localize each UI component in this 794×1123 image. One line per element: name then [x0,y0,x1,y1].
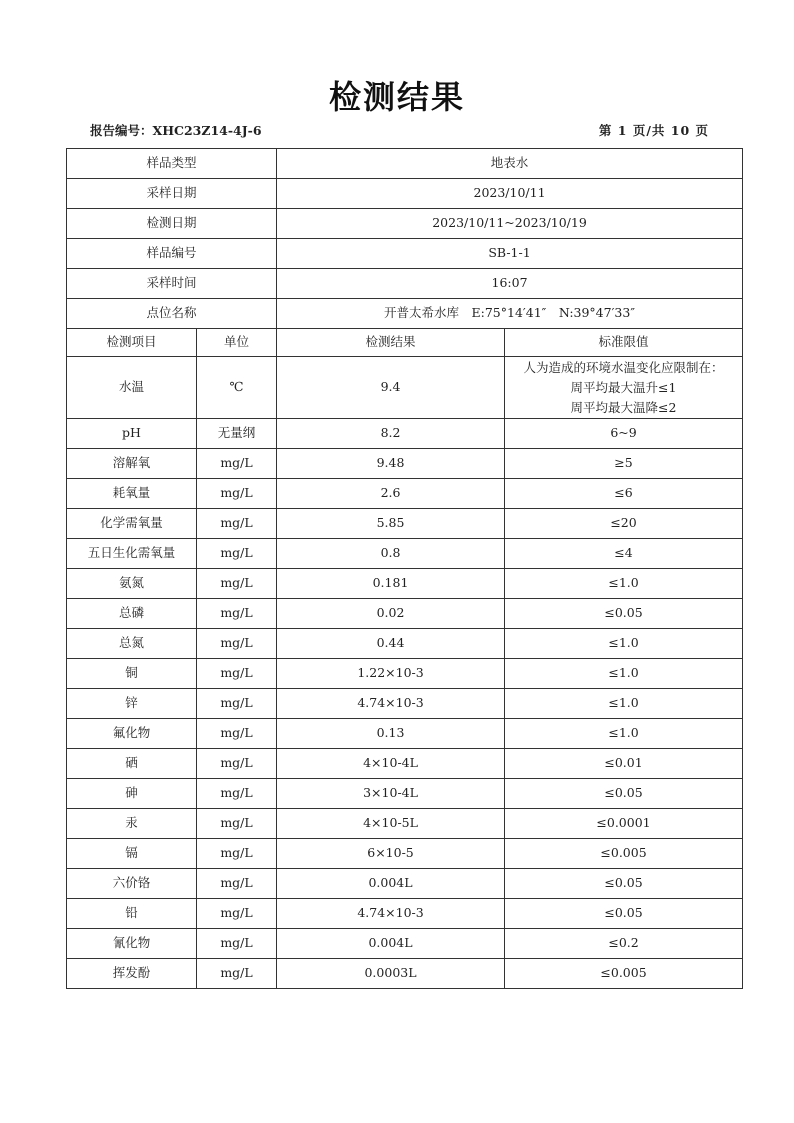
info-label: 样品类型 [67,149,277,179]
water-temp-standard-line: 周平均最大温升≤1 [570,379,677,395]
param-unit: mg/L [197,659,277,689]
param-item: 挥发酚 [67,959,197,989]
info-value: 2023/10/11~2023/10/19 [277,209,743,239]
table-row [67,599,743,629]
param-unit: mg/L [197,749,277,779]
param-item: 砷 [67,779,197,809]
header-result: 检测结果 [277,329,505,357]
param-standard: ≤1.0 [505,719,743,749]
param-item: 铜 [67,659,197,689]
param-result: 0.02 [277,599,505,629]
param-item: 总磷 [67,599,197,629]
param-result: 1.22×10-3 [277,659,505,689]
param-result: 0.8 [277,539,505,569]
param-unit: mg/L [197,449,277,479]
water-temp-item: 水温 [67,357,197,419]
table-row [67,449,743,479]
param-unit: mg/L [197,539,277,569]
param-item: 总氮 [67,629,197,659]
table-row [67,839,743,869]
info-label: 采样日期 [67,179,277,209]
results-table [66,148,743,989]
header-item: 检测项目 [67,329,197,357]
param-standard: ≤0.2 [505,929,743,959]
param-item: 氨氮 [67,569,197,599]
param-result: 0.181 [277,569,505,599]
param-unit: mg/L [197,899,277,929]
table-row [67,959,743,989]
param-unit: 无量纲 [197,419,277,449]
param-standard: ≤6 [505,479,743,509]
info-label: 采样时间 [67,269,277,299]
param-standard: ≤1.0 [505,629,743,659]
param-standard: ≤0.05 [505,599,743,629]
param-item: 溶解氧 [67,449,197,479]
param-item: 六价铬 [67,869,197,899]
param-result: 0.004L [277,929,505,959]
param-unit: mg/L [197,929,277,959]
info-label: 样品编号 [67,239,277,269]
param-unit: mg/L [197,509,277,539]
param-result: 4.74×10-3 [277,899,505,929]
table-row [67,899,743,929]
table-row [67,809,743,839]
param-item: 汞 [67,809,197,839]
page-title: 检测结果 [328,78,465,116]
param-result: 6×10-5 [277,839,505,869]
param-unit: mg/L [197,779,277,809]
info-row [67,149,743,179]
param-unit: mg/L [197,629,277,659]
table-row [67,929,743,959]
header-standard: 标准限值 [505,329,743,357]
info-row [67,269,743,299]
table-row [67,869,743,899]
param-standard: ≤4 [505,539,743,569]
param-item: 硒 [67,749,197,779]
info-value: 开普太希水库 E:75°14′41″ N:39°47′33″ [277,299,743,329]
info-value: 16:07 [277,269,743,299]
info-row [67,179,743,209]
param-unit: mg/L [197,569,277,599]
param-result: 4×10-5L [277,809,505,839]
param-result: 4.74×10-3 [277,689,505,719]
param-standard: ≤20 [505,509,743,539]
table-row [67,689,743,719]
param-result: 9.48 [277,449,505,479]
param-result: 4×10-4L [277,749,505,779]
table-row [67,539,743,569]
param-unit: mg/L [197,479,277,509]
param-unit: mg/L [197,959,277,989]
param-item: 锌 [67,689,197,719]
table-row [67,629,743,659]
param-unit: mg/L [197,689,277,719]
water-temp-standard-line: 人为造成的环境水温变化应限制在： [523,359,724,375]
param-standard: ≤0.0001 [505,809,743,839]
info-value: 2023/10/11 [277,179,743,209]
param-result: 2.6 [277,479,505,509]
param-item: 五日生化需氧量 [67,539,197,569]
param-unit: mg/L [197,599,277,629]
param-item: 镉 [67,839,197,869]
param-result: 0.0003L [277,959,505,989]
info-row [67,209,743,239]
info-label: 点位名称 [67,299,277,329]
param-item: 氟化物 [67,719,197,749]
table-row [67,659,743,689]
param-item: pH [67,419,197,449]
water-temp-result: 9.4 [277,357,505,419]
param-standard: ≤1.0 [505,569,743,599]
table-row-water-temp [67,357,743,419]
param-standard: ≤0.05 [505,869,743,899]
info-value: SB-1-1 [277,239,743,269]
param-result: 0.44 [277,629,505,659]
table-row [67,749,743,779]
results-table-body [67,149,743,989]
water-temp-standard [505,357,743,419]
water-temp-unit: ℃ [197,357,277,419]
page-number: 第 1 页/共 10 页 [598,123,709,138]
table-row [67,569,743,599]
param-unit: mg/L [197,719,277,749]
header-unit: 单位 [197,329,277,357]
param-unit: mg/L [197,809,277,839]
param-standard: ≤0.05 [505,779,743,809]
info-label: 检测日期 [67,209,277,239]
param-result: 3×10-4L [277,779,505,809]
param-unit: mg/L [197,869,277,899]
table-header-row [67,329,743,357]
param-standard: ≤0.005 [505,839,743,869]
info-value: 地表水 [277,149,743,179]
table-row [67,479,743,509]
water-temp-standard-line: 周平均最大温降≤2 [570,399,677,415]
param-result: 0.004L [277,869,505,899]
param-item: 耗氧量 [67,479,197,509]
param-result: 0.13 [277,719,505,749]
param-item: 化学需氧量 [67,509,197,539]
param-standard: ≤0.05 [505,899,743,929]
param-item: 铅 [67,899,197,929]
param-standard: ≤0.01 [505,749,743,779]
table-row [67,509,743,539]
param-standard: ≥5 [505,449,743,479]
report-number: 报告编号：XHC23Z14-4J-6 [90,123,262,138]
param-standard: ≤1.0 [505,689,743,719]
param-unit: mg/L [197,839,277,869]
param-standard: ≤0.005 [505,959,743,989]
info-row [67,299,743,329]
table-row [67,779,743,809]
info-row [67,239,743,269]
table-row [67,719,743,749]
param-standard: ≤1.0 [505,659,743,689]
param-result: 8.2 [277,419,505,449]
param-standard: 6~9 [505,419,743,449]
table-row [67,419,743,449]
param-item: 氰化物 [67,929,197,959]
param-result: 5.85 [277,509,505,539]
